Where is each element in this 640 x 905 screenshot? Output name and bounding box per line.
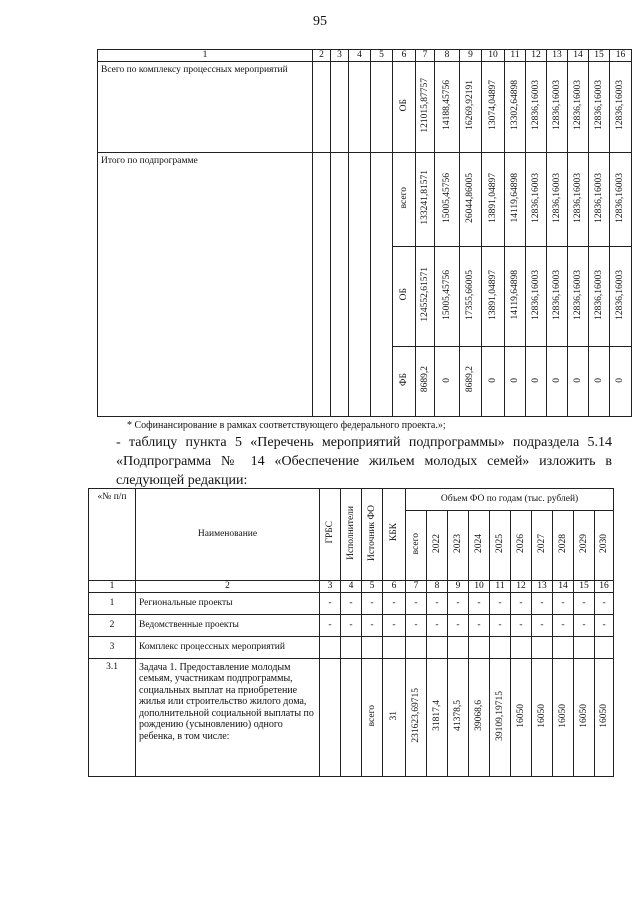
dash-cell: - (406, 592, 427, 614)
dash-cell: - (320, 614, 341, 636)
column-number-row (89, 581, 614, 593)
column-number: 9 (448, 581, 469, 593)
year-header: 2023 (452, 534, 463, 554)
column-number: 14 (568, 50, 589, 62)
footnote: * Софинансирование в рамках соответствующего федерального проекта.»; (127, 420, 446, 431)
year-header: всего (410, 532, 421, 555)
column-number: 1 (98, 50, 313, 62)
continuation-table (97, 49, 632, 417)
dash-cell: - (469, 614, 490, 636)
year-header: 2022 (431, 534, 442, 554)
dash-cell: - (490, 592, 511, 614)
page-number: 95 (313, 14, 327, 29)
column-number-row (98, 50, 632, 62)
year-header: 2029 (578, 534, 589, 554)
column-number: 2 (136, 581, 320, 593)
column-number: 10 (469, 581, 490, 593)
column-number: 2 (313, 50, 331, 62)
dash-cell: - (341, 614, 362, 636)
value-cell: 14188,45756 (435, 61, 460, 152)
value-cell: 12836,16003 (589, 61, 610, 152)
column-number: 8 (435, 50, 460, 62)
dash-cell: - (595, 614, 614, 636)
year-header: 2025 (494, 534, 505, 554)
measures-table (88, 488, 614, 777)
column-number: 14 (553, 581, 574, 593)
column-number: 15 (589, 50, 610, 62)
value-cell: 16269,92191 (460, 61, 482, 152)
header-name: Наименование (136, 489, 320, 581)
dash-cell: - (553, 614, 574, 636)
dash-cell: - (383, 614, 406, 636)
column-number: 13 (547, 50, 568, 62)
header-grbs: ГРБС (324, 521, 335, 544)
column-number: 8 (427, 581, 448, 593)
year-header: 2026 (515, 534, 526, 554)
row-label: Всего по комплексу процессных мероприятий (98, 61, 313, 152)
dash-cell: - (490, 614, 511, 636)
value-cell: 12836,16003 (610, 61, 632, 152)
dash-cell: - (574, 592, 595, 614)
dash-cell: - (448, 592, 469, 614)
value-cell: 12836,16003 (526, 61, 547, 152)
dash-cell: - (427, 592, 448, 614)
column-number: 5 (371, 50, 393, 62)
table-row: 1 Региональные проекты - - - - - - - - - - - - - - (89, 592, 614, 614)
column-number: 12 (511, 581, 532, 593)
column-number: 16 (595, 581, 614, 593)
header-kbk: КБК (388, 523, 399, 542)
column-number: 6 (383, 581, 406, 593)
dash-cell: - (341, 592, 362, 614)
column-number: 3 (331, 50, 349, 62)
column-number: 16 (610, 50, 632, 62)
column-number: 6 (393, 50, 416, 62)
header-num: «№ п/п (89, 489, 136, 581)
dash-cell: - (469, 592, 490, 614)
header-source: Источник ФО (366, 504, 377, 561)
dash-cell: - (574, 614, 595, 636)
column-number: 11 (505, 50, 526, 62)
column-number: 7 (416, 50, 435, 62)
dash-cell: - (553, 592, 574, 614)
dash-cell: - (532, 614, 553, 636)
task-row: 3.1 Задача 1. Предоставление молодым семьям, участникам подпрограммы, социальных выплат на приобретение жилья или строительство жилого дома, дополнительной социальной выплаты по рождению (усыновлению) одного ребенка, в том числе: всего 31 231623,69715 31817,4 41378,5 39068,6 39109,19715 16050 16050 16050 16050 16050 (89, 658, 614, 776)
column-number: 11 (490, 581, 511, 593)
subprogram-fb-row: ФБ 8689,2 0 8689,2 0 0 0 0 0 0 0 (98, 346, 632, 416)
dash-cell: - (511, 592, 532, 614)
table-row: 2 Ведомственные проекты - - - - - - - - - - - - - - (89, 614, 614, 636)
dash-cell: - (448, 614, 469, 636)
amendment-paragraph: - таблицу пункта 5 «Перечень мероприятий подпрограммы» подраздела 5.14 «Подпрограмма № 14 «Обеспечение жильем молодых семей» изложить в следующей редакции: (116, 435, 612, 488)
row-label: Итого по подпрограмме (98, 152, 313, 416)
table-row: 3 Комплекс процессных мероприятий (89, 636, 614, 658)
subprogram-ob-row: ОБ 124552,61571 15005,45756 17355,66005 13891,04897 14119,64898 12836,16003 12836,16003 12836,16003 12836,16003 12836,16003 (98, 246, 632, 346)
column-number: 5 (362, 581, 383, 593)
header-executors: Исполнители (345, 505, 356, 560)
column-number: 15 (574, 581, 595, 593)
subprogram-total-row: Итого по подпрограмме всего 133241,81571 15005,45756 26044,86005 13891,04897 14119,64898 12836,16003 12836,16003 12836,16003 12836,16003 12836,16003 (98, 152, 632, 246)
column-number: 13 (532, 581, 553, 593)
value-cell: 13074,04897 (482, 61, 505, 152)
year-header: 2027 (536, 534, 547, 554)
year-header: 2028 (557, 534, 568, 554)
column-number: 1 (89, 581, 136, 593)
column-number: 7 (406, 581, 427, 593)
column-number: 12 (526, 50, 547, 62)
source-cell: ОБ (398, 98, 409, 112)
dash-cell: - (511, 614, 532, 636)
value-cell: 13302,64898 (505, 61, 526, 152)
dash-cell: - (595, 592, 614, 614)
year-header: 2024 (473, 534, 484, 554)
dash-cell: - (362, 614, 383, 636)
value-cell: 121015,87757 (416, 61, 435, 152)
column-number: 10 (482, 50, 505, 62)
column-number: 4 (349, 50, 371, 62)
column-number: 4 (341, 581, 362, 593)
dash-cell: - (427, 614, 448, 636)
year-header: 2030 (598, 534, 609, 554)
total-complex-row (98, 61, 632, 152)
dash-cell: - (406, 614, 427, 636)
value-cell: 12836,16003 (568, 61, 589, 152)
dash-cell: - (362, 592, 383, 614)
value-cell: 12836,16003 (547, 61, 568, 152)
column-number: 9 (460, 50, 482, 62)
dash-cell: - (532, 592, 553, 614)
dash-cell: - (383, 592, 406, 614)
dash-cell: - (320, 592, 341, 614)
header-funding: Объем ФО по годам (тыс. рублей) (406, 489, 614, 511)
column-number: 3 (320, 581, 341, 593)
